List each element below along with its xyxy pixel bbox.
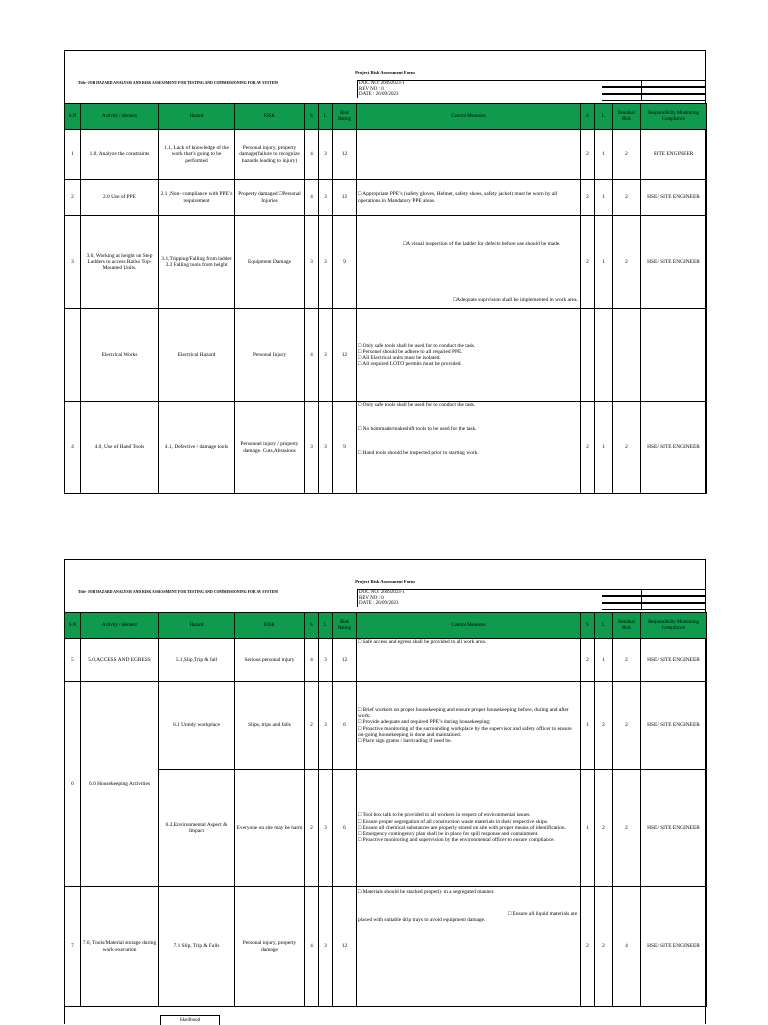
control-line: □ Only safe tools shall be used for to conduct the task. bbox=[358, 402, 476, 408]
cell-l: 3 bbox=[319, 682, 333, 770]
header-rating: Risk Rating bbox=[333, 104, 357, 130]
cell-s: 4 bbox=[305, 130, 319, 180]
cell-risk: Serious personal injury bbox=[235, 639, 305, 682]
control-line: □A visual inspection of the ladder for defects before use should be made. bbox=[403, 240, 561, 247]
likelihood-label: likelihood bbox=[160, 1015, 220, 1025]
cell-activity: 6.0 Housekeeping Activities bbox=[81, 682, 159, 887]
control-line: □ Brief workers on proper housekeeping and ensure proper housekeeping before, during and after work; bbox=[358, 706, 569, 720]
cell-activity: Electrical Works bbox=[81, 309, 159, 402]
cell-activity: 2.0 Use of PPE bbox=[81, 180, 159, 216]
cell-l2: 2 bbox=[595, 770, 613, 887]
cell-l: 3 bbox=[319, 402, 333, 494]
cell-s2: 2 bbox=[581, 130, 595, 180]
cell-sn: 6 bbox=[65, 682, 81, 887]
control-line: □ All Electrical units must be isolated. bbox=[358, 355, 441, 361]
cell-residual: 2 bbox=[613, 216, 641, 309]
header-sn: S.N bbox=[65, 104, 81, 130]
table-row bbox=[65, 402, 707, 494]
header-s2: S bbox=[581, 613, 595, 639]
assessment-sheet-1 bbox=[64, 50, 706, 494]
table-row bbox=[65, 639, 707, 682]
cell-s2: 2 bbox=[581, 180, 595, 216]
header-control: Control Measures bbox=[357, 613, 581, 639]
header-l: L bbox=[319, 613, 333, 639]
header-risk: RISK bbox=[235, 613, 305, 639]
doc-meta bbox=[357, 80, 604, 98]
table-row bbox=[65, 216, 707, 309]
header-hazard: Hazard bbox=[159, 104, 235, 130]
header-s: S bbox=[305, 613, 319, 639]
cell-residual: 2 bbox=[613, 770, 641, 887]
cell-sn: 7 bbox=[65, 887, 81, 1007]
table-row bbox=[65, 887, 707, 1007]
cell-risk: Property damaged □Personal Injuries bbox=[235, 180, 305, 216]
cell-sn: 4 bbox=[65, 402, 81, 494]
header-residual: Residual Risk bbox=[613, 613, 641, 639]
cell-rating: 12 bbox=[333, 639, 357, 682]
cell-responsibility: HSE/ SITE ENGINEER bbox=[641, 639, 707, 682]
control-line: □ Only safe tools shall be used for to conduct the task. bbox=[358, 342, 476, 349]
header-activity: Activity / element bbox=[81, 104, 159, 130]
header-l2: L bbox=[595, 613, 613, 639]
rev-number: REV NO : 0 bbox=[359, 595, 384, 601]
cell-s: 4 bbox=[305, 309, 319, 402]
control-line: □ Ensure proper segregation of all construction waste materials in their respective skips. bbox=[358, 818, 549, 825]
cell-l2: 2 bbox=[595, 682, 613, 770]
control-line: □ Tool box talk to be provided to all workers in respect of environmental issues. bbox=[358, 812, 531, 819]
cell-risk: Personal Injury bbox=[235, 309, 305, 402]
cell-sn: 1 bbox=[65, 130, 81, 180]
cell-s: 3 bbox=[305, 216, 319, 309]
doc-meta bbox=[357, 589, 604, 607]
cell-risk: Everyone on site may be harm bbox=[235, 770, 305, 887]
cell-residual: 4 bbox=[613, 887, 641, 1007]
cell-rating: 9 bbox=[333, 216, 357, 309]
assessment-sheet-2 bbox=[64, 559, 706, 1024]
risk-table-2 bbox=[64, 612, 707, 1007]
cell-l: 3 bbox=[319, 770, 333, 887]
table-row bbox=[65, 770, 707, 887]
control-line: □ Personel should be adhere to all requried PPE. bbox=[358, 348, 463, 355]
cell-residual: 2 bbox=[613, 682, 641, 770]
cell-hazard: 4.1, Defective / damage tools bbox=[159, 402, 235, 494]
cell-rating: 6 bbox=[333, 682, 357, 770]
cell-l2: 1 bbox=[595, 639, 613, 682]
header-l: L bbox=[319, 104, 333, 130]
control-line: □ Ensure all chemical substances are properly stored on site with proper means of identification. bbox=[358, 824, 566, 831]
cell-l: 3 bbox=[319, 639, 333, 682]
control-line: □ Provide adequate and required PPE’s during housekeeping; bbox=[358, 719, 491, 726]
header-risk: RISK bbox=[235, 104, 305, 130]
control-line: □ All required LOTO permits must be provided. bbox=[358, 361, 462, 368]
cell-control bbox=[357, 309, 581, 402]
document-title: Title- JOB HAZARD ANALYSIS AND RISK ASSESSMENT FOR TESTING AND COMMISSIONING FOR AV SYSTEM bbox=[78, 81, 278, 85]
cell-s2: 2 bbox=[581, 402, 595, 494]
control-line: □ Proactive monitoring of the surrounding workplace by the supervisor and safety officer to ensure on-going housekeeping is done and maintained. bbox=[358, 725, 572, 738]
cell-sn: 5 bbox=[65, 639, 81, 682]
cell-s2: 2 bbox=[581, 887, 595, 1007]
cell-activity: 1.0, Analyze the constraints bbox=[81, 130, 159, 180]
cell-s: 4 bbox=[305, 639, 319, 682]
cell-responsibility: HSE/ SITE ENGINEER bbox=[641, 216, 707, 309]
cell-control bbox=[357, 402, 581, 494]
header-residual: Residual Risk bbox=[613, 104, 641, 130]
cell-residual bbox=[613, 309, 641, 402]
cell-hazard: 7.1 Slip, Trip & Falls bbox=[159, 887, 235, 1007]
table-row bbox=[65, 180, 707, 216]
cell-l2: 1 bbox=[595, 402, 613, 494]
doc-number: DOC NO: 26092023-1 bbox=[359, 590, 405, 595]
cell-hazard: 5.1,Slip,Trip & fall bbox=[159, 639, 235, 682]
cell-responsibility: HSE/ SITE ENGINEER bbox=[641, 770, 707, 887]
cell-l: 3 bbox=[319, 130, 333, 180]
rev-number: REV NO : 0 bbox=[359, 86, 384, 92]
cell-sn: 3 bbox=[65, 216, 81, 309]
meta-boxes-right bbox=[642, 80, 706, 101]
cell-rating: 12 bbox=[333, 887, 357, 1007]
cell-hazard: 3.1,Tripping/Falling from ladder 3.2 Falling tools from height bbox=[159, 216, 235, 309]
header-sn: S.N bbox=[65, 613, 81, 639]
cell-hazard: 1.1, Lack of knowledge of the work that’s going to be performed bbox=[159, 130, 235, 180]
cell-activity: 4.0, Use of Hand Tools bbox=[81, 402, 159, 494]
cell-l: 3 bbox=[319, 216, 333, 309]
cell-l2: 2 bbox=[595, 887, 613, 1007]
header-activity: Activity / element bbox=[81, 613, 159, 639]
form-title: Project Risk Assessment Form bbox=[355, 579, 415, 584]
cell-s: 4 bbox=[305, 887, 319, 1007]
cell-l: 3 bbox=[319, 180, 333, 216]
table-header-row bbox=[65, 613, 707, 639]
cell-hazard: 6.1 Untidy workplace bbox=[159, 682, 235, 770]
document-title: Title- JOB HAZARD ANALYSIS AND RISK ASSESSMENT FOR TESTING AND COMMISSIONING FOR AV SYSTEM bbox=[78, 590, 278, 594]
form-title: Project Risk Assessment Form bbox=[355, 70, 415, 75]
table-header-row bbox=[65, 104, 707, 130]
cell-risk: Personal injury, property damage(failure to recognize hazards leading to injury) bbox=[235, 130, 305, 180]
cell-activity: 5.0,ACCESS AND EGRESS bbox=[81, 639, 159, 682]
doc-date: DATE : 26/09/2023 bbox=[359, 92, 399, 98]
cell-l: 3 bbox=[319, 887, 333, 1007]
cell-rating: 12 bbox=[333, 180, 357, 216]
cell-l: 3 bbox=[319, 309, 333, 402]
cell-s: 2 bbox=[305, 682, 319, 770]
control-line: □ Proactive monitoring and supervision by the environmental officer to ensure compliance. bbox=[358, 837, 555, 844]
cell-l2: 1 bbox=[595, 216, 613, 309]
cell-responsibility: HSE/ SITE ENGINEER bbox=[641, 682, 707, 770]
cell-control bbox=[357, 887, 581, 1007]
doc-date: DATE : 26/09/2023 bbox=[359, 601, 399, 607]
doc-number: DOC NO: 26092023-1 bbox=[359, 81, 405, 86]
cell-l2 bbox=[595, 309, 613, 402]
cell-risk: Slips, trips and falls bbox=[235, 682, 305, 770]
cell-s: 2 bbox=[305, 770, 319, 887]
cell-s2: 2 bbox=[581, 639, 595, 682]
cell-responsibility: HSE/ SITE ENGINEER bbox=[641, 402, 707, 494]
cell-responsibility: SITE ENGINEER bbox=[641, 130, 707, 180]
cell-s: 4 bbox=[305, 180, 319, 216]
cell-residual: 2 bbox=[613, 180, 641, 216]
cell-sn bbox=[65, 309, 81, 402]
meta-boxes bbox=[602, 80, 642, 101]
cell-control: □ Appropriate PPE’s (safety gloves, Helmet, safety shoes, safety jacket) must be worn by all operations in Mandatory PPE areas. bbox=[357, 180, 581, 216]
header-s: S bbox=[305, 104, 319, 130]
cell-rating: 6 bbox=[333, 770, 357, 887]
cell-residual: 2 bbox=[613, 402, 641, 494]
cell-responsibility: HSE/ SITE ENGINEER bbox=[641, 180, 707, 216]
meta-boxes bbox=[602, 589, 642, 610]
cell-rating: 12 bbox=[333, 309, 357, 402]
cell-activity: 7.0, Tools/Material storage during work-execution bbox=[81, 887, 159, 1007]
cell-l2: 1 bbox=[595, 130, 613, 180]
cell-risk: Personnel injury / property damage. Cuts,Abrasions bbox=[235, 402, 305, 494]
cell-s2: 1 bbox=[581, 770, 595, 887]
header-hazard: Hazard bbox=[159, 613, 235, 639]
table-row bbox=[65, 130, 707, 180]
control-line: □Adequate suprvision shall be implemented in work area. bbox=[453, 296, 578, 303]
cell-s2 bbox=[581, 309, 595, 402]
header-l2: L bbox=[595, 104, 613, 130]
header-s2: S bbox=[581, 104, 595, 130]
header-responsibility: Responsibility Monitoring Compliance bbox=[641, 613, 707, 639]
table-row bbox=[65, 682, 707, 770]
control-line: □ No hommade/makeshift tools to be used for the task. bbox=[358, 426, 477, 432]
cell-activity: 3.0, Working at height on Step Ladders to access Racks Top-Mounted Units. bbox=[81, 216, 159, 309]
cell-hazard: 2.1 ,Non- compliance with PPE’s requirement bbox=[159, 180, 235, 216]
cell-s2: 1 bbox=[581, 682, 595, 770]
cell-residual: 2 bbox=[613, 130, 641, 180]
cell-rating: 12 bbox=[333, 130, 357, 180]
cell-risk: Personal injury, property damage bbox=[235, 887, 305, 1007]
cell-hazard: Electrical Hazard bbox=[159, 309, 235, 402]
control-line: □ Ensure all liquid materials are placed with suitable drip trays to avoid equipment damage. bbox=[358, 911, 578, 924]
control-line: □ Materials should be stacked properly in a segregated manner. bbox=[358, 889, 495, 895]
cell-risk: Equipment Damage bbox=[235, 216, 305, 309]
cell-responsibility bbox=[641, 309, 707, 402]
cell-s: 3 bbox=[305, 402, 319, 494]
cell-control bbox=[357, 770, 581, 887]
control-line: □ Place sign grams / barricading if need be. bbox=[358, 737, 452, 744]
cell-sn: 2 bbox=[65, 180, 81, 216]
cell-responsibility: HSE/ SITE ENGINEER bbox=[641, 887, 707, 1007]
control-line: □ Emergency contingency plan shall be in place for spill response and containment. bbox=[358, 831, 539, 838]
cell-control: □ Safe access and egress shall be provided to all work area. bbox=[357, 639, 581, 682]
cell-hazard: 6.2,Environmental Aspect & Impact bbox=[159, 770, 235, 887]
header-control: Control Measures bbox=[357, 104, 581, 130]
header-responsibility: Responsibility Monitoring Compliance bbox=[641, 104, 707, 130]
cell-control bbox=[357, 216, 581, 309]
cell-control bbox=[357, 682, 581, 770]
meta-boxes-right bbox=[642, 589, 706, 610]
control-line: □ Hand tools should be inspected prior to starting work. bbox=[358, 450, 479, 456]
cell-l2: 1 bbox=[595, 180, 613, 216]
header-rating: Risk Rating bbox=[333, 613, 357, 639]
cell-residual: 2 bbox=[613, 639, 641, 682]
cell-control bbox=[357, 130, 581, 180]
cell-s2: 2 bbox=[581, 216, 595, 309]
cell-rating: 9 bbox=[333, 402, 357, 494]
risk-table-1 bbox=[64, 103, 707, 494]
table-row bbox=[65, 309, 707, 402]
